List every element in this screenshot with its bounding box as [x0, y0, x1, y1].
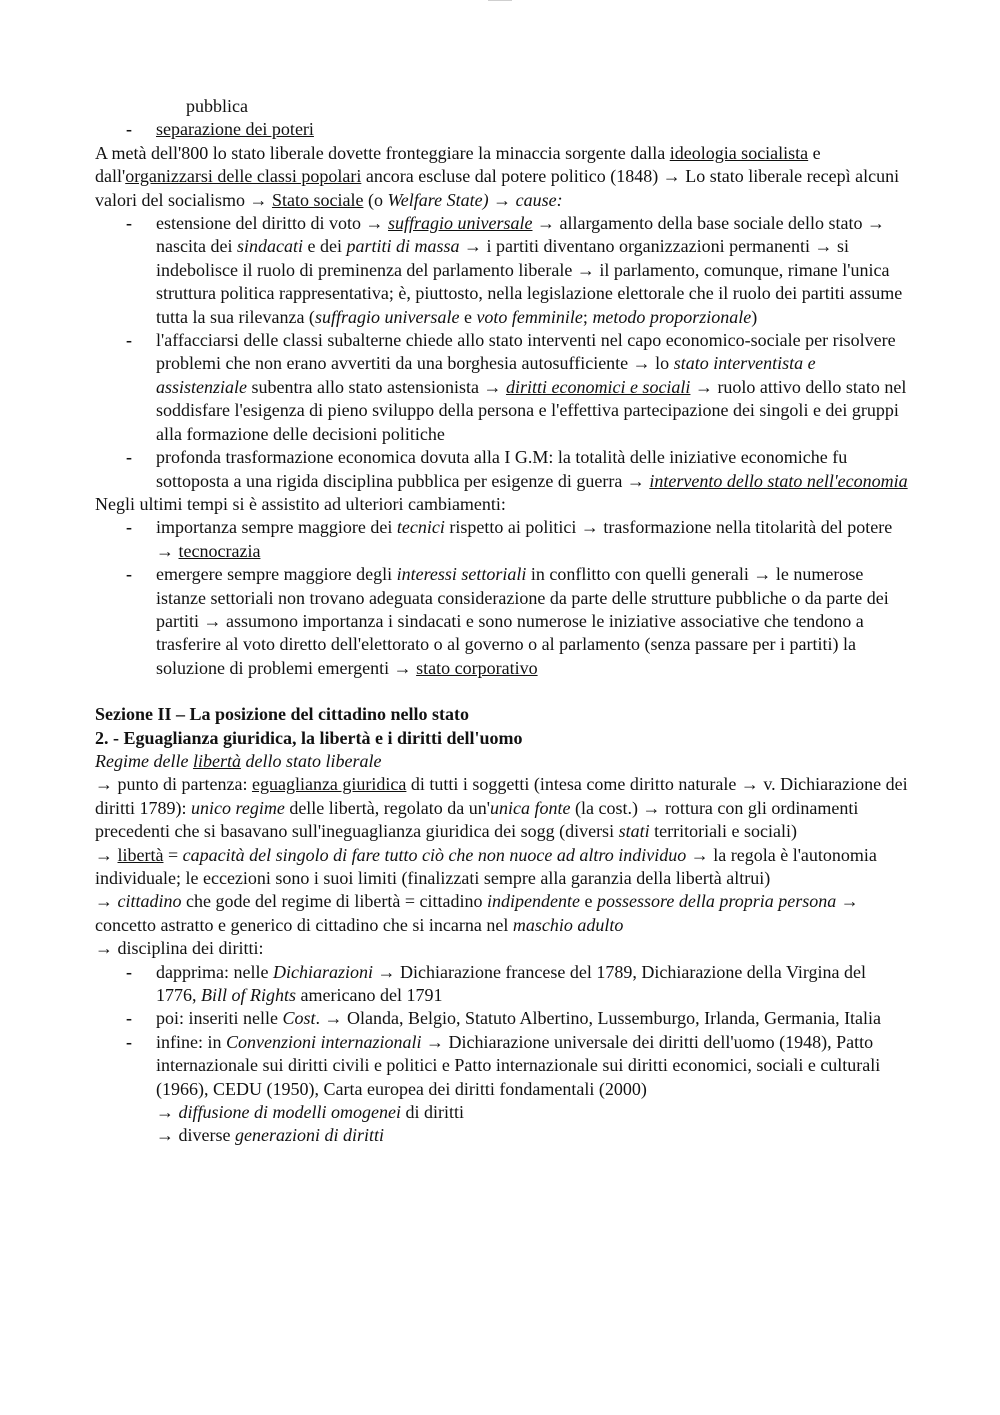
- paragraph-disciplina: [95, 937, 910, 960]
- text: → Dichiarazione francese del 1789, Dichiarazione della Virgina del 1776,: [156, 961, 867, 1006]
- text: → concetto astratto e generico di cittadino che si incarna nel: [95, 891, 859, 935]
- text: subentra allo stato astensionista →: [247, 376, 506, 397]
- text: (o: [363, 189, 388, 210]
- dash-bullet: -: [126, 1008, 132, 1029]
- italic-term: diffusione di modelli omogenei: [178, 1102, 401, 1123]
- text: pubblica: [186, 96, 248, 116]
- paragraph-eguaglianza: [95, 773, 910, 843]
- dash-bullet: -: [126, 213, 132, 234]
- italic-term: unico regime: [191, 797, 285, 818]
- text: Negli ultimi tempi si è assistito ad ulteriori cambiamenti:: [95, 493, 506, 514]
- text: e dei: [302, 236, 347, 257]
- italic-term: metodo proporzionale: [592, 306, 752, 327]
- document-page: [95, 95, 910, 1148]
- text: ): [751, 306, 758, 327]
- italic-term: interessi settoriali: [396, 564, 527, 585]
- blank-line: [95, 680, 910, 703]
- italic-term: Bill of Rights: [201, 985, 297, 1006]
- bullet-list-disciplina: [95, 961, 910, 1148]
- italic-underlined-term: intervento dello stato nell'economia: [649, 470, 908, 491]
- bullet-list-cambiamenti: [95, 516, 910, 680]
- text: A metà dell'800 lo stato liberale dovette fronteggiare la minaccia sorgente dalla: [95, 142, 670, 163]
- list-item: [95, 1031, 910, 1101]
- text: rispetto ai politici → trasformazione nella titolarità del potere →: [156, 517, 893, 561]
- list-continuation: [95, 1124, 910, 1147]
- list-item: [95, 329, 910, 446]
- italic-term: partiti di massa: [346, 236, 460, 257]
- list-item: [95, 961, 910, 1008]
- underlined-term: tecnocrazia: [178, 540, 261, 561]
- text: che gode del regime di libertà = cittadino: [181, 891, 488, 912]
- text: → diverse: [156, 1125, 235, 1146]
- text: di tutti i soggetti (intesa come diritto naturale → v. Dichiarazione dei diritti 1789):: [95, 774, 908, 818]
- underlined-term: organizzarsi delle classi popolari: [125, 166, 362, 187]
- paragraph-cittadino: [95, 890, 910, 937]
- dash-bullet: -: [126, 447, 132, 468]
- paragraph-socialismo: [95, 142, 910, 212]
- italic-term: Cost: [282, 1008, 316, 1029]
- text: e: [580, 891, 598, 912]
- text: profonda trasformazione economica dovuta alla I G.M: la totalità delle iniziative economiche fu sottoposta a una rigida disciplina pubblica per esigenze di guerra →: [156, 447, 848, 491]
- italic-term: possessore della propria persona: [597, 891, 837, 912]
- italic-term: stati: [618, 821, 650, 842]
- italic-term: suffragio universale: [314, 306, 460, 327]
- text: ;: [582, 306, 593, 327]
- dash-bullet: -: [126, 961, 132, 982]
- italic-term: Welfare State) → cause:: [387, 189, 563, 210]
- text: =: [163, 844, 183, 865]
- text: infine: in: [156, 1031, 226, 1052]
- text: →: [95, 891, 118, 912]
- underlined-term: Stato sociale: [271, 189, 364, 210]
- text: emergere sempre maggiore degli: [156, 564, 397, 585]
- text: → allargamento della base sociale dello stato → nascita dei: [156, 213, 886, 257]
- italic-term: cittadino: [117, 891, 182, 912]
- text: delle libertà, regolato da un': [284, 797, 490, 818]
- dash-bullet: -: [126, 119, 132, 140]
- text: Regime delle: [95, 750, 193, 771]
- dash-bullet: -: [126, 1031, 132, 1052]
- list-item: [95, 212, 910, 329]
- italic-term: capacità del singolo di fare tutto ciò che non nuoce ad altro individuo: [182, 844, 687, 865]
- bullet-list-1: [95, 118, 910, 141]
- list-item: [95, 118, 910, 141]
- underlined-term: separazione dei poteri: [156, 119, 314, 140]
- underlined-term: eguaglianza giuridica: [251, 774, 407, 795]
- text: → i partiti diventano organizzazioni permanenti → si indebolisce il ruolo di preminenza del parlamento liberale → il parlamento, comunque, rimane l'unica struttura politica rappresentativa; è, piuttosto, nella legislazione elettorale che il ruolo dei partiti assume tutta la sua rilevanza (: [156, 236, 903, 327]
- list-continuation: [95, 1101, 910, 1124]
- text: → punto di partenza:: [95, 774, 252, 795]
- text: poi: inseriti nelle: [156, 1008, 283, 1029]
- subsection-title: 2. - Eguaglianza giuridica, la libertà e i diritti dell'uomo: [95, 727, 523, 748]
- italic-term: tecnici: [396, 517, 445, 538]
- bullet-list-cause: [95, 212, 910, 493]
- text: →: [95, 844, 118, 865]
- text: e: [459, 306, 477, 327]
- text: l'affacciarsi delle classi subalterne chiede allo stato interventi nel capo economico-sociale per risolvere problemi che non erano avvertiti da una borghesia autosufficiente → lo: [156, 330, 896, 374]
- text: → disciplina dei diritti:: [95, 938, 264, 959]
- italic-term: maschio adulto: [512, 914, 624, 935]
- paragraph-cambiamenti: [95, 493, 910, 516]
- underlined-term: stato corporativo: [416, 657, 538, 678]
- underlined-term: ideologia socialista: [669, 142, 809, 163]
- italic-term: Dichiarazioni: [272, 961, 373, 982]
- text: ancora escluse dal potere politico (1848) → Lo stato liberale recepì alcuni valori del socialismo →: [95, 166, 900, 210]
- text: territoriali e sociali): [649, 821, 798, 842]
- italic-term: unica fonte: [489, 797, 571, 818]
- text: dello stato liberale: [240, 750, 382, 771]
- underlined-term: libertà: [192, 750, 241, 771]
- dash-bullet: -: [126, 517, 132, 538]
- text: (la cost.) → rottura con gli ordinamenti precedenti che si basavano sull'ineguaglianza giuridica dei sogg (diversi: [95, 797, 859, 842]
- underlined-term: libertà: [117, 844, 164, 865]
- text: in conflitto con quelli generali → le numerose istanze settoriali non trovano adeguata considerazione da parte delle strutture pubbliche o da parte dei partiti → assumono importanza i sindacati e sono numerose le iniziative associative che tendono a trasferire al voto diretto dell'elettorato o al governo o al parlamento (senza passare per i partiti) la soluzione di problemi emergenti →: [156, 564, 889, 678]
- italic-term: Convenzioni internazionali: [226, 1031, 422, 1052]
- regime-heading: [95, 750, 910, 773]
- paragraph-liberta: [95, 844, 910, 891]
- dash-bullet: -: [126, 564, 132, 585]
- text: importanza sempre maggiore dei: [156, 517, 397, 538]
- text: →: [156, 1102, 179, 1123]
- text: dapprima: nelle: [156, 961, 273, 982]
- text: → la regola è l'autonomia individuale; le eccezioni sono i suoi limiti (finalizzati sempre alla garanzia della libertà altrui): [95, 844, 877, 888]
- section-title: Sezione II – La posizione del cittadino nello stato: [95, 704, 470, 725]
- text: di diritti: [400, 1102, 464, 1123]
- text: americano del 1791: [296, 985, 443, 1006]
- italic-term: voto femminile: [476, 306, 583, 327]
- italic-term: sindacati: [236, 236, 303, 257]
- text: → Dichiarazione universale dei diritti dell'uomo (1948), Patto internazionale sui diritti civili e politici e Patto internazionale sui diritti economici, sociali e culturali (1966), CEDU (1950), Carta europea dei diritti fondamentali (2000): [156, 1031, 881, 1099]
- continued-text: [95, 95, 910, 118]
- italic-term: generazioni di diritti: [234, 1125, 384, 1146]
- italic-underlined-term: diritti economici e sociali: [505, 376, 691, 397]
- list-item: [95, 1007, 910, 1030]
- italic-term: indipendente: [487, 891, 581, 912]
- text: estensione del diritto di voto →: [156, 213, 388, 234]
- list-item: [95, 446, 910, 493]
- header-mark: [488, 0, 512, 3]
- text: . → Olanda, Belgio, Statuto Albertino, Lussemburgo, Irlanda, Germania, Italia: [315, 1008, 882, 1029]
- dash-bullet: -: [126, 330, 132, 351]
- list-item: [95, 516, 910, 563]
- text: e dall': [95, 142, 821, 187]
- italic-term: stato interventista e assistenziale: [156, 353, 816, 397]
- list-item: [95, 563, 910, 680]
- text: → ruolo attivo dello stato nel soddisfare l'esigenza di pieno sviluppo della persona e l'effettiva partecipazione dei singoli e dei gruppi alla formazione delle decisioni politiche: [156, 376, 907, 444]
- italic-underlined-term: suffragio universale: [387, 213, 533, 234]
